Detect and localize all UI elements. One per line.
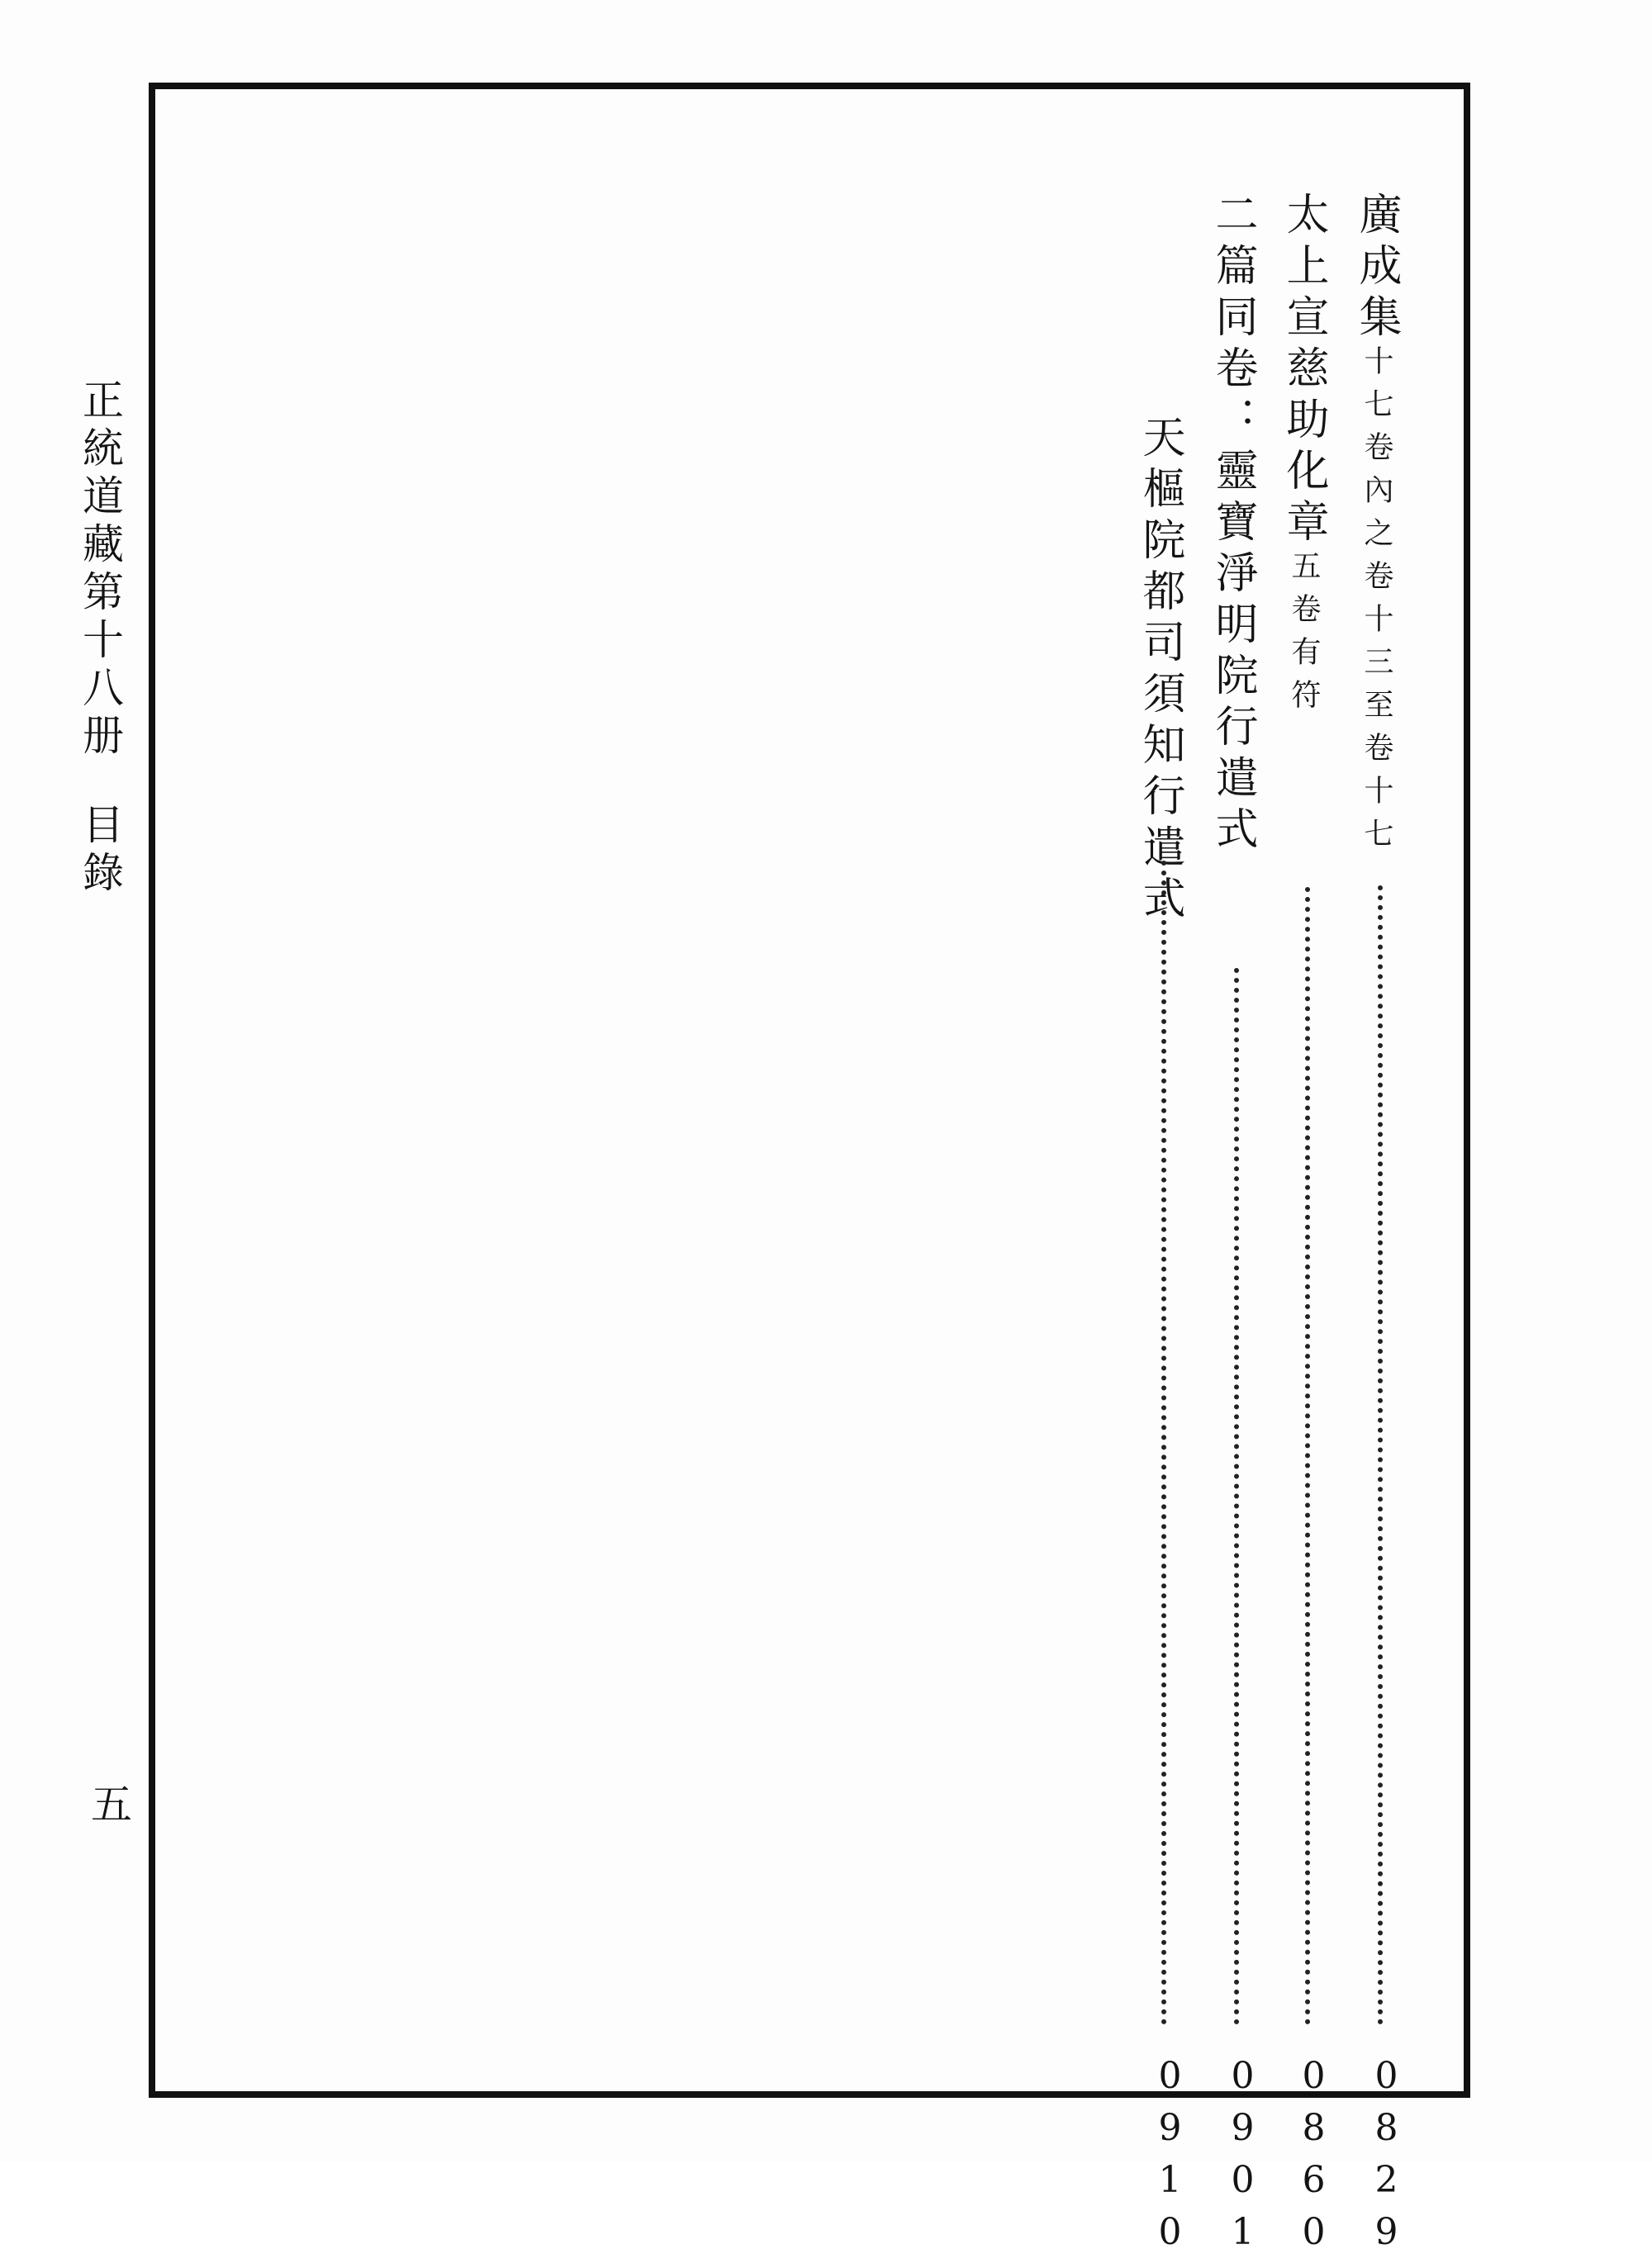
entry-page-number: 0829 [1365,2055,1408,2263]
running-title [76,378,124,899]
entry-note: 五卷有符 [1287,550,1321,722]
entry-text [1351,192,1401,861]
entry-text [1279,192,1328,722]
entry-title: 二篇同卷：靈寶淨明院行遣式 [1208,192,1257,857]
entry-note: 十七卷內之卷十三至卷十七 [1360,345,1393,861]
entry-page-number: 0901 [1222,2055,1264,2263]
entry-title: 廣成集 [1351,192,1401,345]
dot-leader [1161,861,1166,2025]
volume-title: 正統道藏第十八册 [76,378,124,761]
entry-title: 天樞院都司須知行遣式 [1135,415,1184,927]
folio-number: 五 [84,1782,132,1824]
section-title: 目錄 [76,803,124,899]
dot-leader [1378,885,1383,2025]
entry-page-number: 0910 [1149,2055,1191,2263]
page-frame [149,83,1470,2098]
entry-page-number: 0860 [1293,2055,1335,2263]
dot-leader [1305,887,1310,2025]
entry-title: 太上宣慈助化章 [1279,192,1328,550]
dot-leader [1234,968,1239,2025]
